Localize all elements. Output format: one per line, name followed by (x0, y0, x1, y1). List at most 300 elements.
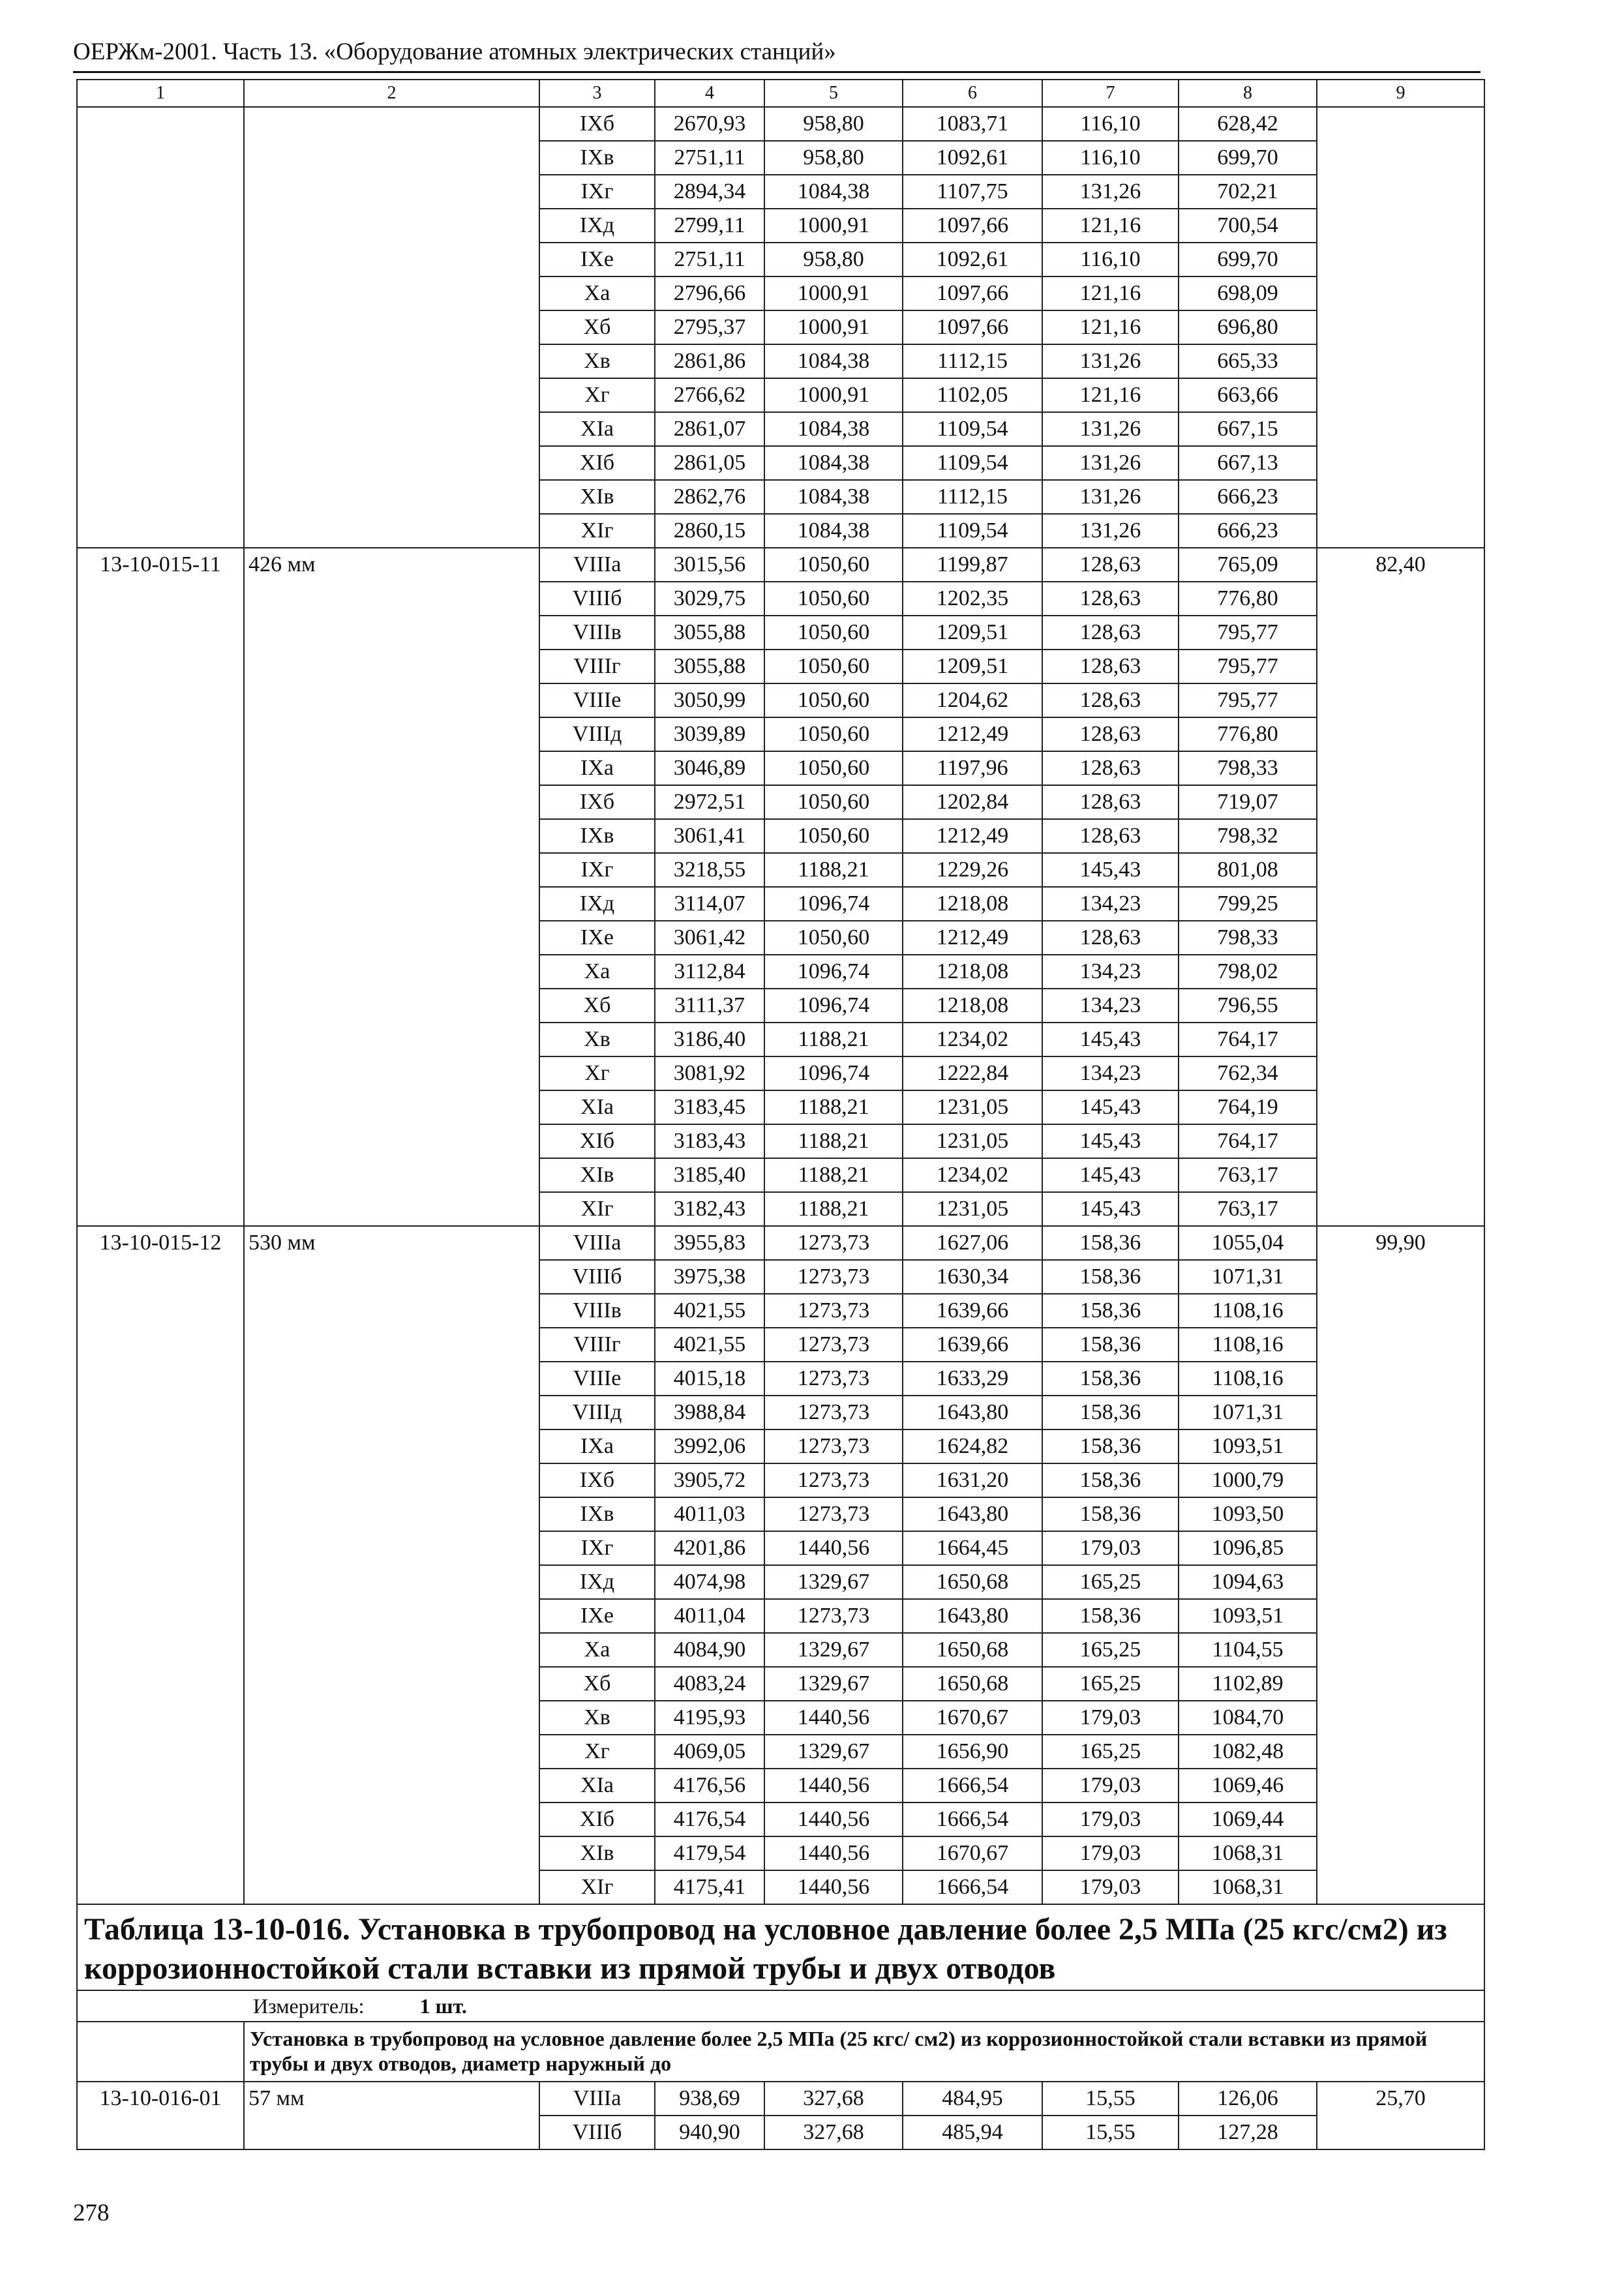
value-cell: 667,13 (1179, 446, 1317, 480)
col-header: 7 (1042, 80, 1179, 107)
value-cell: 128,63 (1042, 582, 1179, 616)
value-cell: 4015,18 (655, 1362, 764, 1396)
steel-group-cell: Xг (539, 1056, 655, 1090)
steel-group-cell: VIIIа (539, 2082, 655, 2116)
value-cell: 1202,35 (903, 582, 1042, 616)
steel-group-cell: Xа (539, 955, 655, 989)
value-cell: 1222,84 (903, 1056, 1042, 1090)
value-cell: 1093,51 (1179, 1599, 1317, 1633)
value-cell: 165,25 (1042, 1735, 1179, 1769)
value-cell: 1055,04 (1179, 1226, 1317, 1260)
value-cell: 1204,62 (903, 683, 1042, 717)
value-cell: 2862,76 (655, 480, 764, 514)
value-cell: 1440,56 (764, 1701, 903, 1735)
value-cell: 1096,74 (764, 989, 903, 1023)
value-cell: 1108,16 (1179, 1294, 1317, 1328)
value-cell: 940,90 (655, 2116, 764, 2149)
value-cell: 698,09 (1179, 277, 1317, 310)
value-cell: 628,42 (1179, 107, 1317, 141)
value-cell: 1624,82 (903, 1429, 1042, 1463)
value-cell: 121,16 (1042, 310, 1179, 344)
value-cell: 719,07 (1179, 785, 1317, 819)
steel-group-cell: IXг (539, 1531, 655, 1565)
value-cell: 158,36 (1042, 1294, 1179, 1328)
value-cell: 1188,21 (764, 1192, 903, 1226)
value-cell: 1000,79 (1179, 1463, 1317, 1497)
steel-group-cell: Xа (539, 277, 655, 310)
value-cell: 1639,66 (903, 1328, 1042, 1362)
value-cell: 1093,50 (1179, 1497, 1317, 1531)
value-cell: 145,43 (1042, 1158, 1179, 1192)
value-cell: 179,03 (1042, 1803, 1179, 1836)
section-title-row (77, 1904, 1484, 1990)
value-cell: 131,26 (1042, 175, 1179, 209)
steel-group-cell: Xг (539, 1735, 655, 1769)
value-cell: 1096,85 (1179, 1531, 1317, 1565)
value-cell: 3182,43 (655, 1192, 764, 1226)
value-cell: 1050,60 (764, 785, 903, 819)
value-cell: 1273,73 (764, 1294, 903, 1328)
steel-group-cell: IXд (539, 887, 655, 921)
steel-group-cell: IXа (539, 751, 655, 785)
value-cell: 1273,73 (764, 1429, 903, 1463)
value-cell: 1650,68 (903, 1667, 1042, 1701)
steel-group-cell: Xб (539, 989, 655, 1023)
value-cell: 128,63 (1042, 548, 1179, 582)
steel-group-cell: VIIIа (539, 1226, 655, 1260)
value-cell: 958,80 (764, 107, 903, 141)
value-cell: 1273,73 (764, 1362, 903, 1396)
blank-cell (77, 2022, 244, 2082)
value-cell: 131,26 (1042, 412, 1179, 446)
value-cell: 3183,43 (655, 1124, 764, 1158)
value-cell: 1108,16 (1179, 1328, 1317, 1362)
value-cell: 145,43 (1042, 1124, 1179, 1158)
value-cell: 1109,54 (903, 446, 1042, 480)
steel-group-cell: VIIIе (539, 683, 655, 717)
value-cell: 1329,67 (764, 1667, 903, 1701)
value-cell: 796,55 (1179, 989, 1317, 1023)
value-cell: 165,25 (1042, 1667, 1179, 1701)
value-cell: 776,80 (1179, 717, 1317, 751)
value-cell: 158,36 (1042, 1599, 1179, 1633)
table-row (77, 1226, 1484, 1260)
value-cell: 1092,61 (903, 243, 1042, 277)
steel-group-cell: IXд (539, 209, 655, 243)
value-cell: 1050,60 (764, 717, 903, 751)
value-cell: 1050,60 (764, 650, 903, 683)
value-cell: 1199,87 (903, 548, 1042, 582)
steel-group-cell: VIIIг (539, 650, 655, 683)
value-cell: 1084,38 (764, 175, 903, 209)
value-cell: 1084,38 (764, 446, 903, 480)
table-row (77, 2082, 1484, 2116)
col-header: 2 (244, 80, 539, 107)
measure-cell (77, 1990, 1484, 2022)
value-cell: 145,43 (1042, 853, 1179, 887)
col-header: 4 (655, 80, 764, 107)
value-cell: 4084,90 (655, 1633, 764, 1667)
value-cell: 1234,02 (903, 1158, 1042, 1192)
value-cell: 1050,60 (764, 582, 903, 616)
value-cell: 4179,54 (655, 1836, 764, 1870)
value-cell: 2860,15 (655, 514, 764, 548)
value-cell: 702,21 (1179, 175, 1317, 209)
measure-value: 1 шт. (419, 1994, 467, 2018)
value-cell: 165,25 (1042, 1633, 1179, 1667)
value-cell: 1650,68 (903, 1633, 1042, 1667)
value-cell: 1630,34 (903, 1260, 1042, 1294)
value-cell: 128,63 (1042, 751, 1179, 785)
steel-group-cell: XIв (539, 1836, 655, 1870)
steel-group-cell: VIIIг (539, 1328, 655, 1362)
value-cell: 3046,89 (655, 751, 764, 785)
value-cell: 3114,07 (655, 887, 764, 921)
value-cell: 3186,40 (655, 1023, 764, 1056)
diameter-cell (244, 107, 539, 548)
col-header: 3 (539, 80, 655, 107)
value-cell: 179,03 (1042, 1701, 1179, 1735)
steel-group-cell: VIIIб (539, 582, 655, 616)
value-cell: 1068,31 (1179, 1836, 1317, 1870)
value-cell: 158,36 (1042, 1260, 1179, 1294)
value-cell: 1097,66 (903, 209, 1042, 243)
value-cell: 798,32 (1179, 819, 1317, 853)
value-cell: 1273,73 (764, 1599, 903, 1633)
value-cell: 3061,42 (655, 921, 764, 955)
value-cell: 1112,15 (903, 480, 1042, 514)
value-cell: 126,06 (1179, 2082, 1317, 2116)
value-cell: 4176,56 (655, 1769, 764, 1803)
value-cell: 3905,72 (655, 1463, 764, 1497)
value-cell: 1273,73 (764, 1226, 903, 1260)
value-cell: 145,43 (1042, 1023, 1179, 1056)
value-cell: 116,10 (1042, 141, 1179, 175)
measure-row (77, 1990, 1484, 2022)
steel-group-cell: IXд (539, 1565, 655, 1599)
value-cell: 145,43 (1042, 1090, 1179, 1124)
value-cell: 1440,56 (764, 1769, 903, 1803)
value-cell: 1329,67 (764, 1633, 903, 1667)
value-cell: 1092,61 (903, 141, 1042, 175)
value-cell: 2796,66 (655, 277, 764, 310)
value-cell: 1188,21 (764, 1124, 903, 1158)
value-cell: 1329,67 (764, 1565, 903, 1599)
page-number: 278 (73, 2200, 110, 2226)
value-cell: 4176,54 (655, 1803, 764, 1836)
value-cell: 1102,89 (1179, 1667, 1317, 1701)
value-cell: 15,55 (1042, 2116, 1179, 2149)
value-cell: 1670,67 (903, 1701, 1042, 1735)
value-cell: 1050,60 (764, 819, 903, 853)
value-cell: 145,43 (1042, 1192, 1179, 1226)
steel-group-cell: IXе (539, 921, 655, 955)
value-cell: 1000,91 (764, 277, 903, 310)
value-cell: 3111,37 (655, 989, 764, 1023)
value-cell: 4011,04 (655, 1599, 764, 1633)
value-cell: 764,19 (1179, 1090, 1317, 1124)
value-cell: 1273,73 (764, 1328, 903, 1362)
value-cell: 4083,24 (655, 1667, 764, 1701)
value-cell: 1050,60 (764, 921, 903, 955)
value-cell: 1096,74 (764, 955, 903, 989)
value-cell: 158,36 (1042, 1328, 1179, 1362)
value-cell: 2670,93 (655, 107, 764, 141)
value-cell: 3975,38 (655, 1260, 764, 1294)
value-cell: 1273,73 (764, 1497, 903, 1531)
value-cell: 1109,54 (903, 514, 1042, 548)
value-cell: 158,36 (1042, 1226, 1179, 1260)
col9-cell: 99,90 (1317, 1226, 1484, 1904)
value-cell: 131,26 (1042, 344, 1179, 378)
value-cell: 2972,51 (655, 785, 764, 819)
value-cell: 696,80 (1179, 310, 1317, 344)
value-cell: 1639,66 (903, 1294, 1042, 1328)
steel-group-cell: IXе (539, 1599, 655, 1633)
steel-group-cell: IXг (539, 175, 655, 209)
value-cell: 1273,73 (764, 1463, 903, 1497)
value-cell: 1071,31 (1179, 1260, 1317, 1294)
value-cell: 179,03 (1042, 1769, 1179, 1803)
value-cell: 666,23 (1179, 480, 1317, 514)
steel-group-cell: Xв (539, 344, 655, 378)
value-cell: 1273,73 (764, 1260, 903, 1294)
value-cell: 795,77 (1179, 683, 1317, 717)
value-cell: 667,15 (1179, 412, 1317, 446)
value-cell: 1234,02 (903, 1023, 1042, 1056)
value-cell: 1188,21 (764, 1158, 903, 1192)
value-cell: 1097,66 (903, 277, 1042, 310)
value-cell: 1212,49 (903, 717, 1042, 751)
value-cell: 2861,07 (655, 412, 764, 446)
steel-group-cell: XIа (539, 1090, 655, 1124)
value-cell: 4175,41 (655, 1870, 764, 1904)
value-cell: 1229,26 (903, 853, 1042, 887)
value-cell: 121,16 (1042, 277, 1179, 310)
steel-group-cell: IXг (539, 853, 655, 887)
value-cell: 1666,54 (903, 1769, 1042, 1803)
steel-group-cell: Xг (539, 378, 655, 412)
steel-group-cell: XIв (539, 480, 655, 514)
value-cell: 1000,91 (764, 378, 903, 412)
section-description: Установка в трубопровод на условное давление более 2,5 МПа (25 кгс/ см2) из коррозионностойкой стали вставки из прямой трубы и двух отводов, диаметр наружный до (244, 2022, 1484, 2082)
value-cell: 958,80 (764, 243, 903, 277)
value-cell: 1068,31 (1179, 1870, 1317, 1904)
value-cell: 3992,06 (655, 1429, 764, 1463)
table-row (77, 107, 1484, 141)
value-cell: 3185,40 (655, 1158, 764, 1192)
value-cell: 158,36 (1042, 1429, 1179, 1463)
rate-code-cell: 13-10-016-01 (77, 2082, 244, 2149)
value-cell: 158,36 (1042, 1362, 1179, 1396)
value-cell: 1000,91 (764, 310, 903, 344)
value-cell: 3055,88 (655, 650, 764, 683)
value-cell: 134,23 (1042, 1056, 1179, 1090)
value-cell: 1084,38 (764, 514, 903, 548)
value-cell: 1000,91 (764, 209, 903, 243)
value-cell: 3015,56 (655, 548, 764, 582)
steel-group-cell: IXв (539, 141, 655, 175)
col-header: 9 (1317, 80, 1484, 107)
col-header: 6 (903, 80, 1042, 107)
value-cell: 1329,67 (764, 1735, 903, 1769)
value-cell: 1643,80 (903, 1396, 1042, 1429)
value-cell: 1212,49 (903, 819, 1042, 853)
value-cell: 128,63 (1042, 616, 1179, 650)
section-title: Таблица 13-10-016. Установка в трубопровод на условное давление более 2,5 МПа (25 кгс/см2) из коррозионностойкой стали вставки из прямой трубы и двух отводов (77, 1904, 1484, 1990)
column-number-row (77, 80, 1484, 107)
value-cell: 1273,73 (764, 1396, 903, 1429)
value-cell: 1643,80 (903, 1497, 1042, 1531)
value-cell: 763,17 (1179, 1158, 1317, 1192)
steel-group-cell: XIг (539, 1870, 655, 1904)
value-cell: 699,70 (1179, 243, 1317, 277)
description-row (77, 2022, 1484, 2082)
value-cell: 116,10 (1042, 243, 1179, 277)
value-cell: 131,26 (1042, 514, 1179, 548)
value-cell: 699,70 (1179, 141, 1317, 175)
value-cell: 799,25 (1179, 887, 1317, 921)
col9-cell (1317, 107, 1484, 548)
value-cell: 131,26 (1042, 446, 1179, 480)
value-cell: 485,94 (903, 2116, 1042, 2149)
value-cell: 4074,98 (655, 1565, 764, 1599)
value-cell: 3055,88 (655, 616, 764, 650)
value-cell: 4201,86 (655, 1531, 764, 1565)
steel-group-cell: Xв (539, 1701, 655, 1735)
value-cell: 1231,05 (903, 1090, 1042, 1124)
diameter-cell: 530 мм (244, 1226, 539, 1904)
value-cell: 3050,99 (655, 683, 764, 717)
value-cell: 663,66 (1179, 378, 1317, 412)
steel-group-cell: VIIIб (539, 1260, 655, 1294)
steel-group-cell: IXб (539, 107, 655, 141)
rate-code-cell (77, 107, 244, 548)
value-cell: 1627,06 (903, 1226, 1042, 1260)
value-cell: 665,33 (1179, 344, 1317, 378)
value-cell: 1188,21 (764, 853, 903, 887)
value-cell: 4195,93 (655, 1701, 764, 1735)
value-cell: 2795,37 (655, 310, 764, 344)
steel-group-cell: VIIIв (539, 1294, 655, 1328)
value-cell: 1440,56 (764, 1803, 903, 1836)
steel-group-cell: Xб (539, 310, 655, 344)
value-cell: 128,63 (1042, 921, 1179, 955)
steel-group-cell: VIIIб (539, 2116, 655, 2149)
col-header: 1 (77, 80, 244, 107)
steel-group-cell: IXб (539, 785, 655, 819)
value-cell: 1188,21 (764, 1023, 903, 1056)
value-cell: 3183,45 (655, 1090, 764, 1124)
col9-cell: 82,40 (1317, 548, 1484, 1226)
value-cell: 1093,51 (1179, 1429, 1317, 1463)
value-cell: 128,63 (1042, 785, 1179, 819)
value-cell: 1440,56 (764, 1870, 903, 1904)
value-cell: 1084,38 (764, 412, 903, 446)
value-cell: 938,69 (655, 2082, 764, 2116)
value-cell: 3029,75 (655, 582, 764, 616)
value-cell: 1102,05 (903, 378, 1042, 412)
steel-group-cell: XIв (539, 1158, 655, 1192)
value-cell: 666,23 (1179, 514, 1317, 548)
value-cell: 762,34 (1179, 1056, 1317, 1090)
value-cell: 1670,67 (903, 1836, 1042, 1870)
value-cell: 1096,74 (764, 887, 903, 921)
value-cell: 795,77 (1179, 616, 1317, 650)
value-cell: 2751,11 (655, 243, 764, 277)
rate-code-cell: 13-10-015-12 (77, 1226, 244, 1904)
value-cell: 1094,63 (1179, 1565, 1317, 1599)
value-cell: 1069,46 (1179, 1769, 1317, 1803)
value-cell: 2799,11 (655, 209, 764, 243)
value-cell: 1050,60 (764, 683, 903, 717)
value-cell: 1666,54 (903, 1803, 1042, 1836)
value-cell: 3112,84 (655, 955, 764, 989)
steel-group-cell: XIг (539, 1192, 655, 1226)
value-cell: 764,17 (1179, 1023, 1317, 1056)
value-cell: 4021,55 (655, 1294, 764, 1328)
value-cell: 121,16 (1042, 209, 1179, 243)
steel-group-cell: VIIIе (539, 1362, 655, 1396)
value-cell: 128,63 (1042, 683, 1179, 717)
steel-group-cell: XIб (539, 1124, 655, 1158)
value-cell: 1071,31 (1179, 1396, 1317, 1429)
value-cell: 127,28 (1179, 2116, 1317, 2149)
value-cell: 1212,49 (903, 921, 1042, 955)
value-cell: 1083,71 (903, 107, 1042, 141)
steel-group-cell: IXе (539, 243, 655, 277)
value-cell: 1650,68 (903, 1565, 1042, 1599)
value-cell: 1209,51 (903, 650, 1042, 683)
measure-label: Измеритель: (253, 1994, 365, 2018)
steel-group-cell: IXб (539, 1463, 655, 1497)
value-cell: 4011,03 (655, 1497, 764, 1531)
value-cell: 1656,90 (903, 1735, 1042, 1769)
value-cell: 2894,34 (655, 175, 764, 209)
steel-group-cell: VIIIд (539, 717, 655, 751)
value-cell: 484,95 (903, 2082, 1042, 2116)
value-cell: 1440,56 (764, 1836, 903, 1870)
value-cell: 15,55 (1042, 2082, 1179, 2116)
value-cell: 2861,05 (655, 446, 764, 480)
value-cell: 116,10 (1042, 107, 1179, 141)
value-cell: 165,25 (1042, 1565, 1179, 1599)
value-cell: 1231,05 (903, 1124, 1042, 1158)
header-rule (73, 71, 1481, 73)
value-cell: 128,63 (1042, 717, 1179, 751)
steel-group-cell: Xа (539, 1633, 655, 1667)
value-cell: 4021,55 (655, 1328, 764, 1362)
value-cell: 128,63 (1042, 819, 1179, 853)
value-cell: 128,63 (1042, 650, 1179, 683)
steel-group-cell: XIа (539, 412, 655, 446)
value-cell: 2751,11 (655, 141, 764, 175)
value-cell: 1633,29 (903, 1362, 1042, 1396)
value-cell: 1084,38 (764, 480, 903, 514)
value-cell: 1108,16 (1179, 1362, 1317, 1396)
value-cell: 3218,55 (655, 853, 764, 887)
value-cell: 763,17 (1179, 1192, 1317, 1226)
value-cell: 1209,51 (903, 616, 1042, 650)
value-cell: 179,03 (1042, 1870, 1179, 1904)
steel-group-cell: XIг (539, 514, 655, 548)
value-cell: 958,80 (764, 141, 903, 175)
value-cell: 327,68 (764, 2116, 903, 2149)
value-cell: 1218,08 (903, 887, 1042, 921)
value-cell: 1666,54 (903, 1870, 1042, 1904)
col-header: 5 (764, 80, 903, 107)
value-cell: 1084,38 (764, 344, 903, 378)
